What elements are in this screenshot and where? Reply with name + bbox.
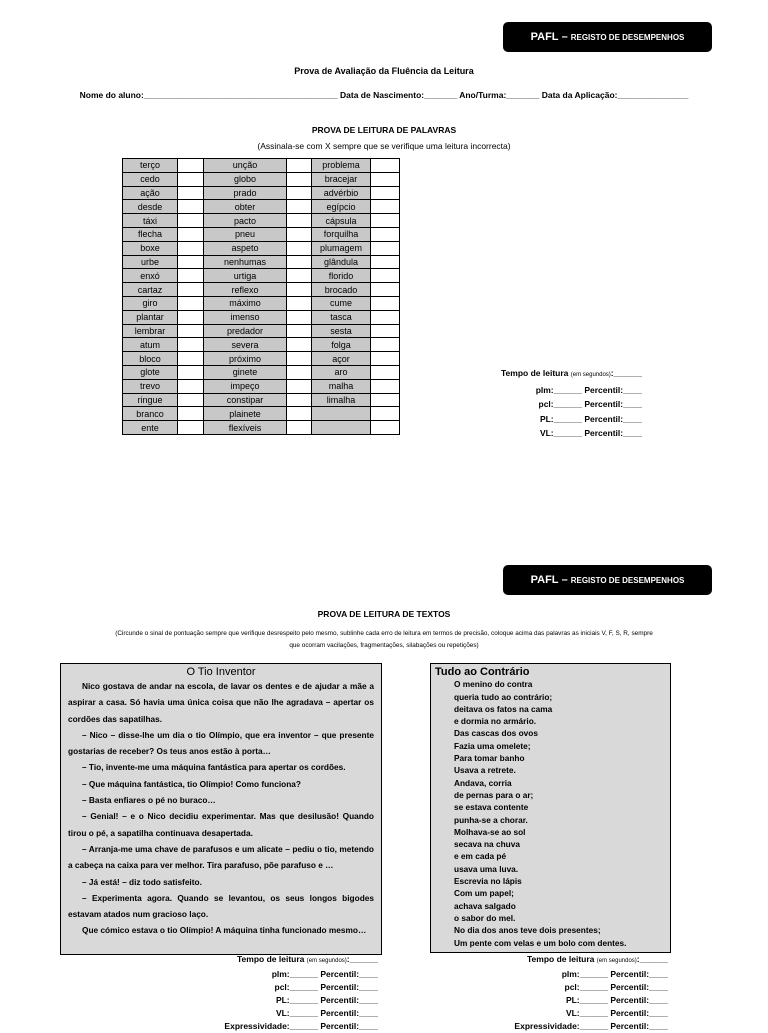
stat-line: pcl:______ Percentil:____ (274, 982, 378, 992)
mark-cell[interactable] (371, 283, 400, 297)
mark-cell[interactable] (178, 283, 204, 297)
word-cell: giro (123, 296, 178, 310)
poem-line: Andava, corria (454, 777, 512, 788)
banner-subtitle: REGISTO DE DESEMPENHOS (570, 575, 685, 585)
word-cell: máximo (204, 296, 287, 310)
word-cell: cápsula (312, 214, 371, 228)
word-cell: táxi (123, 214, 178, 228)
mark-cell[interactable] (178, 227, 204, 241)
story-stats (180, 953, 378, 1033)
word-cell: urbe (123, 255, 178, 269)
word-row (123, 186, 400, 200)
word-cell: plainete (204, 407, 287, 421)
word-cell: florido (312, 269, 371, 283)
word-cell: pacto (204, 214, 287, 228)
word-table (122, 158, 400, 435)
word-cell: forquilha (312, 227, 371, 241)
mark-cell[interactable] (371, 241, 400, 255)
mark-cell[interactable] (371, 310, 400, 324)
word-cell: ente (123, 421, 178, 435)
stat-line: VL:______ Percentil:____ (539, 428, 642, 438)
story-paragraph: – Genial! – e o Nico decidiu experimentar. Mas que desilusão! Quando tirou o pé, a sapatilha continuava desapertada. (68, 811, 374, 838)
mark-cell[interactable] (178, 407, 204, 421)
mark-cell[interactable] (287, 407, 312, 421)
word-row (123, 338, 400, 352)
poem-line: O menino do contra (454, 679, 533, 690)
mark-cell[interactable] (287, 159, 312, 173)
word-cell: malha (312, 379, 371, 393)
word-cell: flecha (123, 227, 178, 241)
mark-cell[interactable] (178, 269, 204, 283)
word-cell: urtiga (204, 269, 287, 283)
word-cell: glote (123, 365, 178, 379)
reading-time-label: Tempo de leitura (em segundos):______ (501, 368, 642, 378)
word-cell: reflexo (204, 283, 287, 297)
mark-cell[interactable] (178, 352, 204, 366)
mark-cell[interactable] (178, 365, 204, 379)
mark-cell[interactable] (371, 200, 400, 214)
mark-cell[interactable] (287, 255, 312, 269)
mark-cell[interactable] (371, 255, 400, 269)
poem-stats (470, 953, 668, 1033)
word-row (123, 241, 400, 255)
word-cell: atum (123, 338, 178, 352)
word-row (123, 379, 400, 393)
word-cell: pneu (204, 227, 287, 241)
reading-time-label: Tempo de leitura (em segundos):______ (527, 954, 668, 964)
word-cell: folga (312, 338, 371, 352)
mark-cell[interactable] (371, 214, 400, 228)
word-cell: constipar (204, 393, 287, 407)
mark-cell[interactable] (287, 379, 312, 393)
mark-cell[interactable] (287, 393, 312, 407)
word-row (123, 172, 400, 186)
word-cell: problema (312, 159, 371, 173)
word-row (123, 310, 400, 324)
story-box (60, 663, 382, 955)
mark-cell[interactable] (287, 200, 312, 214)
mark-cell[interactable] (287, 352, 312, 366)
word-row (123, 352, 400, 366)
mark-cell[interactable] (371, 407, 400, 421)
mark-cell[interactable] (371, 338, 400, 352)
poem-line: e em cada pé (454, 851, 507, 862)
mark-cell[interactable] (287, 421, 312, 435)
story-title: O Tio Inventor (186, 666, 256, 678)
word-cell: egípcio (312, 200, 371, 214)
word-cell: limalha (312, 393, 371, 407)
words-section-instruction: (Assinala-se com X sempre que se verifique uma leitura incorrecta) (257, 141, 511, 151)
mark-cell[interactable] (287, 283, 312, 297)
word-cell: próximo (204, 352, 287, 366)
poem-line: Para tomar banho (454, 753, 525, 764)
mark-cell[interactable] (371, 296, 400, 310)
word-cell: cedo (123, 172, 178, 186)
poem-line: queria tudo ao contrário; (454, 691, 553, 702)
word-cell: ginete (204, 365, 287, 379)
mark-cell[interactable] (178, 255, 204, 269)
mark-cell[interactable] (178, 310, 204, 324)
word-cell: plantar (123, 310, 178, 324)
poem-title: Tudo ao Contrário (435, 666, 530, 678)
word-cell: cume (312, 296, 371, 310)
word-row (123, 393, 400, 407)
stat-line: pcl:______ Percentil:____ (538, 399, 642, 409)
mark-cell[interactable] (371, 186, 400, 200)
mark-cell[interactable] (371, 227, 400, 241)
stat-line: plm:______ Percentil:____ (271, 969, 378, 979)
word-cell: ação (123, 186, 178, 200)
banner-subtitle: REGISTO DE DESEMPENHOS (570, 32, 685, 42)
mark-cell[interactable] (178, 200, 204, 214)
texts-instruction-2: que ocorram vacilações, fragmentações, silabações ou repetições) (289, 642, 479, 649)
story-paragraph: – Que máquina fantástica, tio Olímpio! Como funciona? (82, 778, 301, 789)
word-cell: imenso (204, 310, 287, 324)
word-cell: desde (123, 200, 178, 214)
poem-line: punha-se a chorar. (454, 814, 528, 825)
mark-cell[interactable] (178, 379, 204, 393)
word-row (123, 255, 400, 269)
poem-line: Molhava-se ao sol (454, 826, 526, 837)
poem-line: de pernas para o ar; (454, 789, 534, 800)
texts-section-title: PROVA DE LEITURA DE TEXTOS (317, 609, 451, 619)
stat-line: plm:______ Percentil:____ (535, 384, 642, 395)
header-banner-2: PAFL – REGISTO DE DESEMPENHOS (503, 565, 712, 595)
word-cell: unção (204, 159, 287, 173)
story-paragraph: – Experimenta agora. Quando se levantou, os seus longos bigodes estavam atados num gracioso laço. (68, 892, 374, 920)
word-row (123, 283, 400, 297)
mark-cell[interactable] (371, 379, 400, 393)
reading-time-label: Tempo de leitura (em segundos):______ (237, 954, 378, 964)
word-cell: açor (312, 352, 371, 366)
word-cell: enxó (123, 269, 178, 283)
mark-cell[interactable] (371, 365, 400, 379)
poem-line: Com um papel; (454, 888, 514, 899)
stat-line: VL:______ Percentil:____ (275, 1008, 378, 1018)
stat-line: pcl:______ Percentil:____ (564, 982, 668, 992)
poem-line: o sabor do mel. (454, 912, 516, 923)
word-row (123, 200, 400, 214)
stat-line: Expressividade:______ Percentil:____ (514, 1021, 668, 1031)
story-paragraph: Nico gostava de andar na escola, de lavar os dentes e de ajudar a mãe a aspirar a casa. Só havia uma única coisa que não lhe agradava – apertar os cordões das sapatilhas. (68, 681, 374, 724)
mark-cell[interactable] (371, 324, 400, 338)
poem-line: achava salgado (454, 900, 516, 911)
word-row (123, 296, 400, 310)
student-info-line: Nome do aluno:_________________________________________ Data de Nascimento:_______ Ano/Turma:_______ Data da Aplicação:_______________ (79, 90, 689, 100)
mark-cell[interactable] (178, 241, 204, 255)
word-row (123, 407, 400, 421)
mark-cell[interactable] (178, 421, 204, 435)
mark-cell[interactable] (178, 186, 204, 200)
story-paragraph: – Arranja-me uma chave de parafusos e um alicate – pediu o tio, metendo a cabeça na caixa para ver melhor. Tira parafuso, põe parafuso e … (68, 843, 374, 871)
word-cell: predador (204, 324, 287, 338)
stat-line: VL:______ Percentil:____ (565, 1008, 668, 1018)
story-paragraph: – Tio, invente-me uma máquina fantástica para apertar os cordões. (82, 762, 346, 773)
mark-cell[interactable] (287, 227, 312, 241)
word-cell: flexíveis (204, 421, 287, 435)
stat-line: Expressividade:______ Percentil:____ (224, 1021, 378, 1031)
poem-line: No dia dos anos teve dois presentes; (454, 925, 601, 936)
mark-cell[interactable] (287, 214, 312, 228)
texts-instruction-1: (Circunde o sinal de pontuação sempre que verifique desrespeito pelo mesmo, sublinhe cada erro de leitura em termos de precisão, coloque acima das palavras as iniciais V, F, S, R, sempre (115, 630, 653, 637)
poem-line: Fazia uma omelete; (454, 740, 531, 751)
words-stats (440, 366, 642, 441)
word-cell: nenhumas (204, 255, 287, 269)
page-title: Prova de Avaliação da Fluência da Leitura (294, 66, 474, 76)
word-cell: trevo (123, 379, 178, 393)
mark-cell[interactable] (371, 352, 400, 366)
poem-line: e dormia no armário. (454, 716, 537, 727)
mark-cell[interactable] (371, 172, 400, 186)
word-cell: sesta (312, 324, 371, 338)
word-row (123, 159, 400, 173)
mark-cell[interactable] (287, 296, 312, 310)
mark-cell[interactable] (287, 172, 312, 186)
word-row (123, 269, 400, 283)
mark-cell[interactable] (287, 338, 312, 352)
word-row (123, 421, 400, 435)
poem-line: deitava os fatos na cama (454, 703, 553, 714)
brand-label: PAFL (530, 574, 559, 586)
word-cell: aro (312, 365, 371, 379)
word-cell: boxe (123, 241, 178, 255)
word-cell: bracejar (312, 172, 371, 186)
word-cell: ringue (123, 393, 178, 407)
mark-cell[interactable] (287, 186, 312, 200)
story-paragraph: – Já está! – diz todo satisfeito. (82, 876, 202, 887)
mark-cell[interactable] (178, 172, 204, 186)
word-cell: prado (204, 186, 287, 200)
poem-line: usava uma luva. (454, 863, 519, 874)
mark-cell[interactable] (287, 269, 312, 283)
stat-line: PL:______ Percentil:____ (275, 995, 378, 1005)
word-cell: advérbio (312, 186, 371, 200)
word-cell: obter (204, 200, 287, 214)
mark-cell[interactable] (371, 421, 400, 435)
story-paragraph: Que cómico estava o tio Olímpio! A máquina tinha funcionado mesmo… (82, 925, 367, 936)
poem-box (430, 663, 671, 953)
mark-cell[interactable] (178, 393, 204, 407)
word-cell: globo (204, 172, 287, 186)
mark-cell[interactable] (178, 296, 204, 310)
word-cell: glândula (312, 255, 371, 269)
mark-cell[interactable] (287, 241, 312, 255)
poem-line: Usava a retrete. (454, 765, 516, 776)
mark-cell[interactable] (178, 324, 204, 338)
mark-cell[interactable] (178, 159, 204, 173)
story-paragraph: – Nico – disse-lhe um dia o tio Olímpio, que era inventor – que presente gostarias de receber? Os teus anos estão à porta… (68, 729, 374, 757)
word-row (123, 365, 400, 379)
header-banner: PAFL – REGISTO DE DESEMPENHOS (503, 22, 712, 52)
poem-line: Das cascas dos ovos (454, 728, 538, 739)
word-row (123, 324, 400, 338)
word-cell: brocado (312, 283, 371, 297)
mark-cell[interactable] (287, 310, 312, 324)
mark-cell[interactable] (371, 269, 400, 283)
poem-line: secava na chuva (454, 839, 520, 850)
mark-cell[interactable] (178, 338, 204, 352)
mark-cell[interactable] (178, 214, 204, 228)
stat-line: plm:______ Percentil:____ (561, 969, 668, 979)
poem-line: Um pente com velas e um bolo com dentes. (454, 937, 627, 948)
stat-line: PL:______ Percentil:____ (539, 413, 642, 424)
word-row (123, 214, 400, 228)
mark-cell[interactable] (287, 324, 312, 338)
word-cell: aspeto (204, 241, 287, 255)
mark-cell[interactable] (371, 159, 400, 173)
mark-cell[interactable] (371, 393, 400, 407)
words-section-title: PROVA DE LEITURA DE PALAVRAS (311, 125, 457, 135)
mark-cell[interactable] (287, 365, 312, 379)
word-cell (312, 407, 371, 421)
word-cell: plumagem (312, 241, 371, 255)
word-row (123, 227, 400, 241)
word-cell: impeço (204, 379, 287, 393)
story-paragraph: – Basta enfiares o pé no buraco… (82, 795, 216, 806)
word-cell: tasca (312, 310, 371, 324)
word-cell (312, 421, 371, 435)
word-cell: cartaz (123, 283, 178, 297)
word-cell: lembrar (123, 324, 178, 338)
word-cell: severa (204, 338, 287, 352)
brand-label: PAFL (530, 31, 559, 43)
word-cell: branco (123, 407, 178, 421)
stat-line: PL:______ Percentil:____ (565, 995, 668, 1005)
poem-line: se estava contente (454, 802, 529, 813)
word-cell: bloco (123, 352, 178, 366)
poem-line: Escrevia no lápis (454, 876, 522, 887)
word-cell: terço (123, 159, 178, 173)
